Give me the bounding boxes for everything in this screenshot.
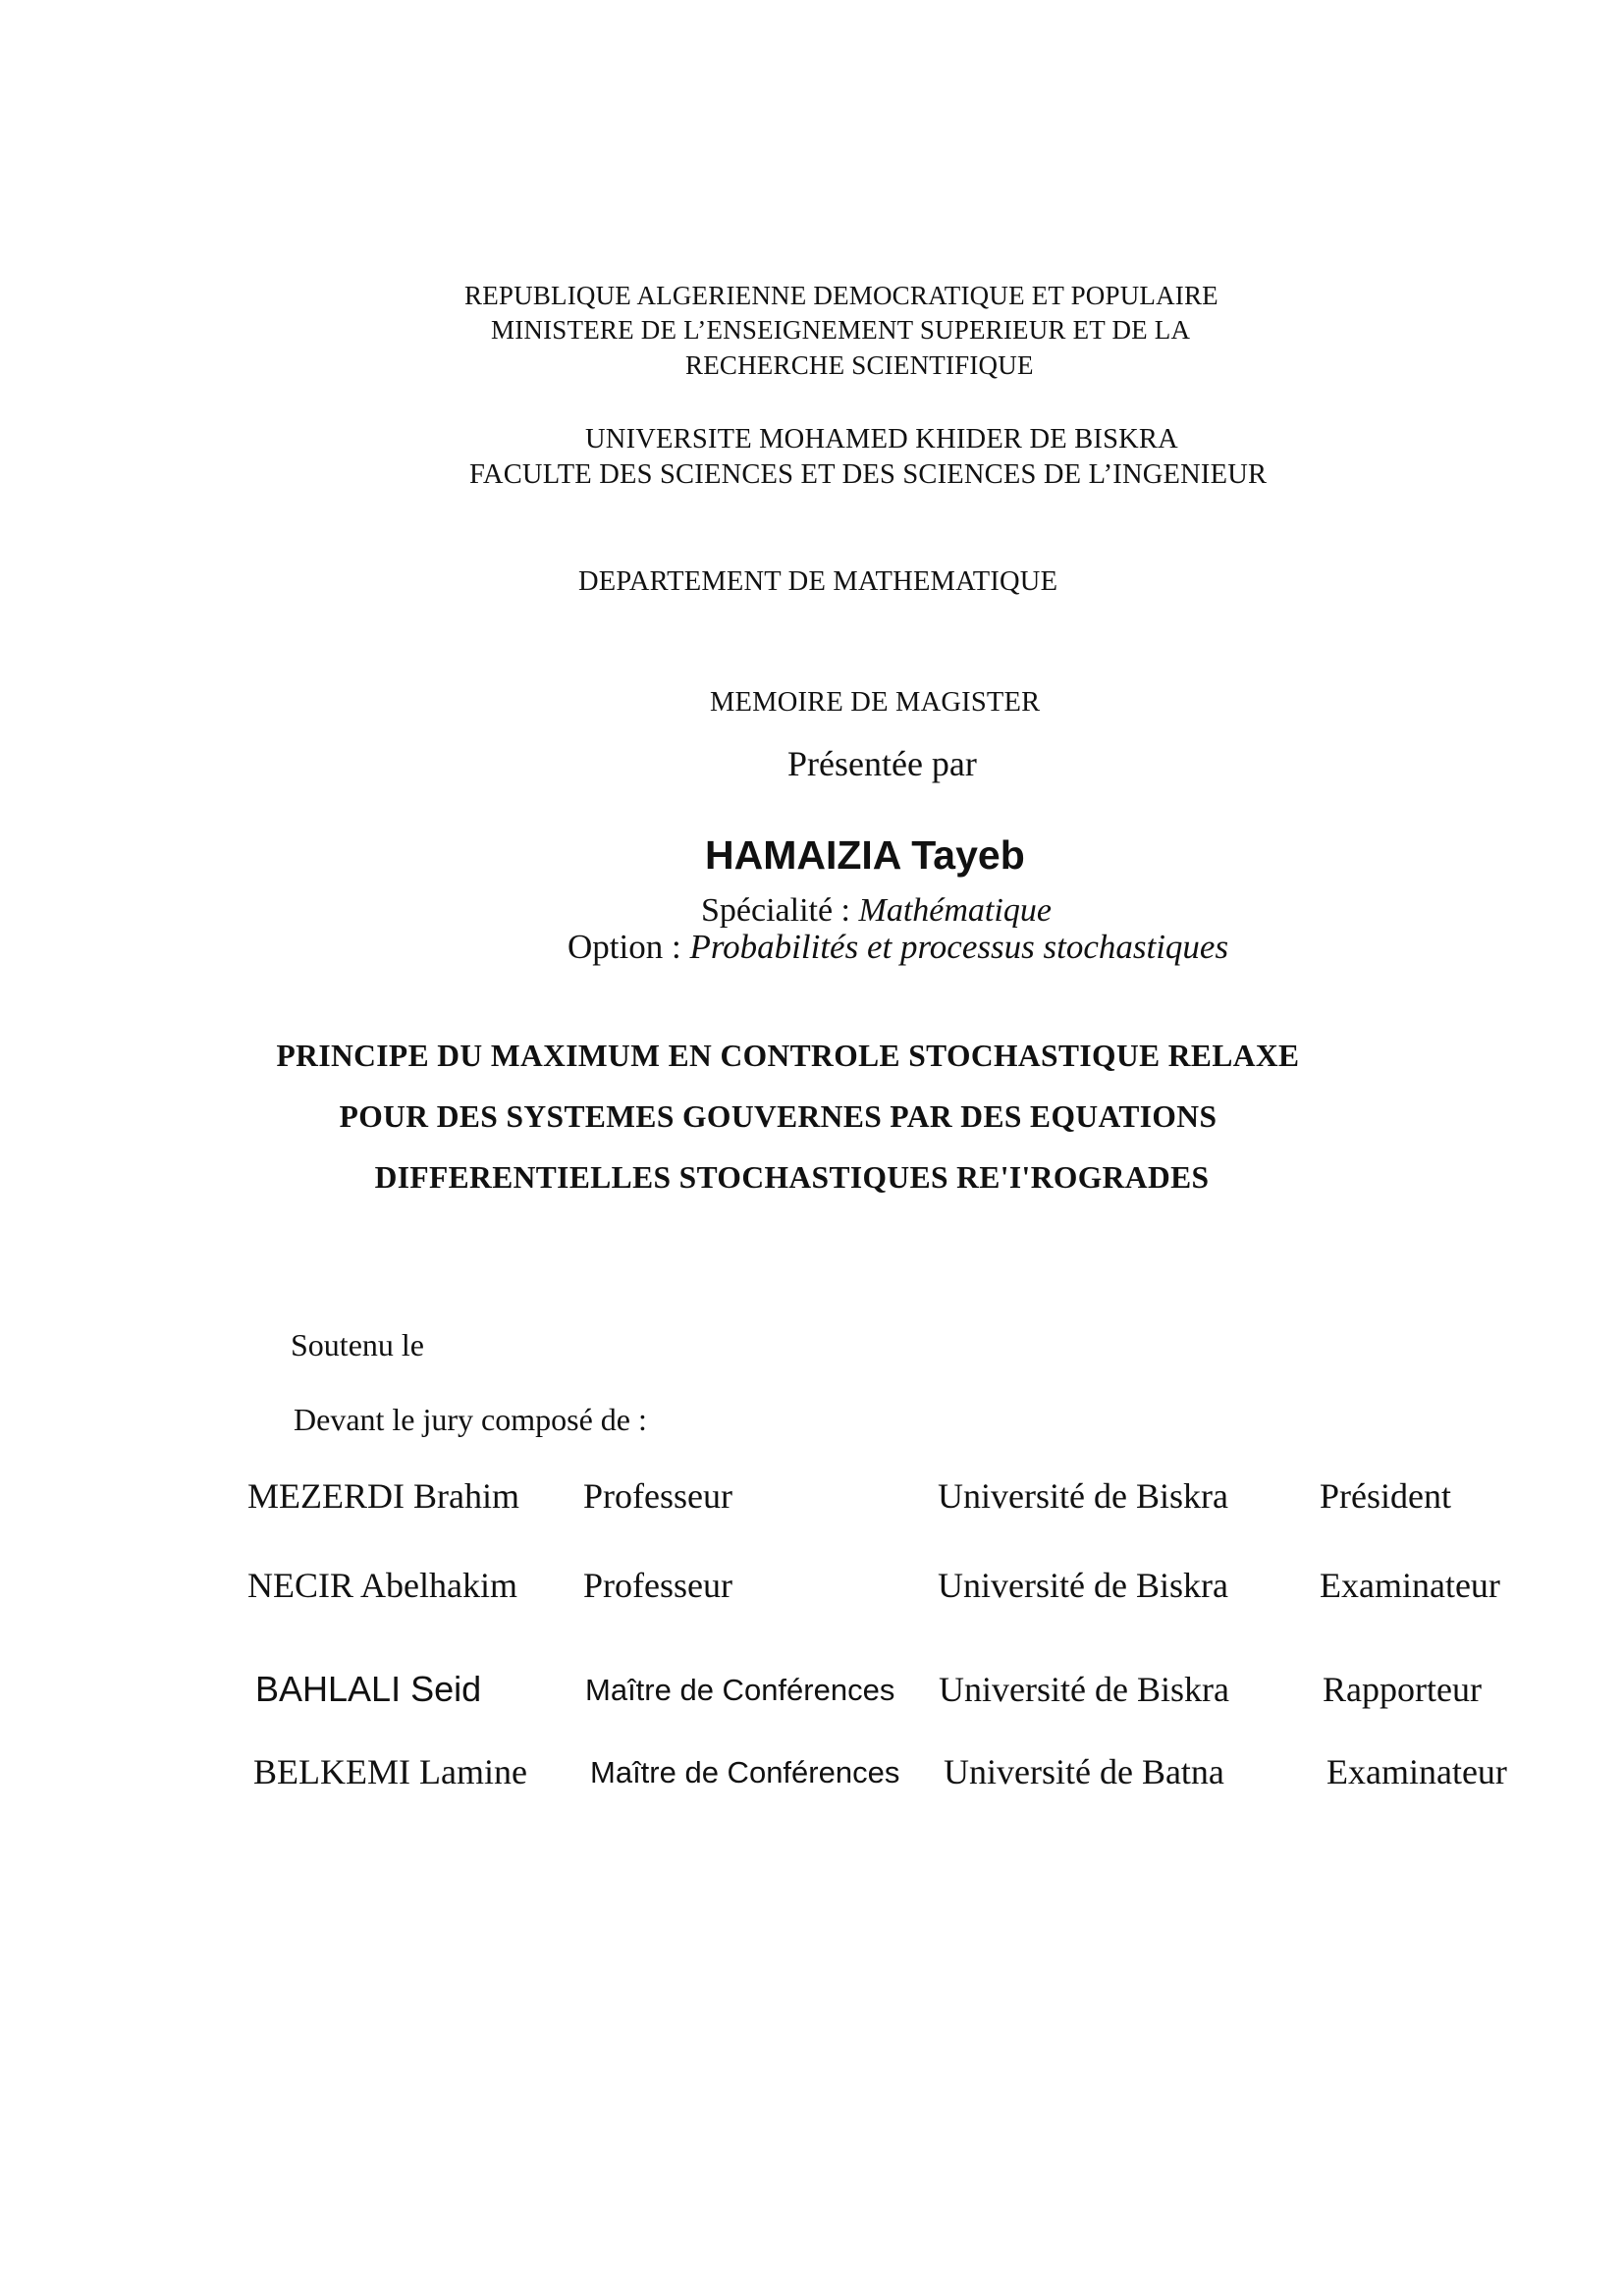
option-value: Probabilités et processus stochastiques: [689, 928, 1229, 966]
devant-le-jury: Devant le jury composé de :: [294, 1402, 647, 1437]
option-line: [568, 928, 1228, 967]
jury-member-university: Université de Biskra: [938, 1566, 1228, 1605]
jury-member-role: Examinateur: [1320, 1566, 1500, 1605]
jury-member-role: Rapporteur: [1323, 1670, 1482, 1709]
thesis-title-line-1: PRINCIPE DU MAXIMUM EN CONTROLE STOCHASTIQUE RELAXE: [276, 1039, 1300, 1073]
jury-member-rank: Professeur: [583, 1566, 732, 1605]
specialite-label: Spécialité :: [701, 892, 859, 929]
soutenu-le: Soutenu le: [291, 1327, 424, 1362]
author-name: HAMAIZIA Tayeb: [705, 832, 1025, 878]
jury-member-role: Examinateur: [1326, 1752, 1507, 1791]
jury-member-university: Université de Biskra: [938, 1476, 1228, 1516]
jury-member-rank: Maître de Conférences: [590, 1755, 900, 1789]
jury-member-name: BELKEMI Lamine: [253, 1752, 527, 1791]
header-republique: REPUBLIQUE ALGERIENNE DEMOCRATIQUE ET POPULAIRE: [464, 281, 1218, 310]
jury-member-name: MEZERDI Brahim: [247, 1476, 519, 1516]
jury-member-rank: Professeur: [583, 1476, 732, 1516]
header-universite: UNIVERSITE MOHAMED KHIDER DE BISKRA: [585, 424, 1178, 454]
option-label: Option :: [568, 928, 690, 966]
jury-member-rank: Maître de Conférences: [585, 1673, 895, 1707]
jury-member-university: Université de Biskra: [939, 1670, 1229, 1709]
header-ministere: MINISTERE DE L’ENSEIGNEMENT SUPERIEUR ET DE LA: [491, 315, 1191, 345]
memoire-type: MEMOIRE DE MAGISTER: [710, 687, 1041, 718]
jury-member-role: Président: [1320, 1476, 1451, 1516]
header-faculte: FACULTE DES SCIENCES ET DES SCIENCES DE L’INGENIEUR: [469, 459, 1268, 490]
header-recherche: RECHERCHE SCIENTIFIQUE: [685, 350, 1034, 380]
header-departement: DEPARTEMENT DE MATHEMATIQUE: [578, 566, 1058, 597]
presentee-par: Présentée par: [787, 744, 977, 783]
thesis-title-line-3: DIFFERENTIELLES STOCHASTIQUES RE'I'ROGRADES: [374, 1160, 1210, 1195]
jury-member-name: BAHLALI Seid: [255, 1669, 482, 1709]
specialite-value: Mathématique: [858, 892, 1052, 929]
thesis-title-line-2: POUR DES SYSTEMES GOUVERNES PAR DES EQUATIONS: [339, 1099, 1217, 1134]
jury-member-university: Université de Batna: [944, 1752, 1224, 1791]
jury-member-name: NECIR Abelhakim: [247, 1566, 517, 1605]
specialite-line: [701, 892, 1052, 930]
